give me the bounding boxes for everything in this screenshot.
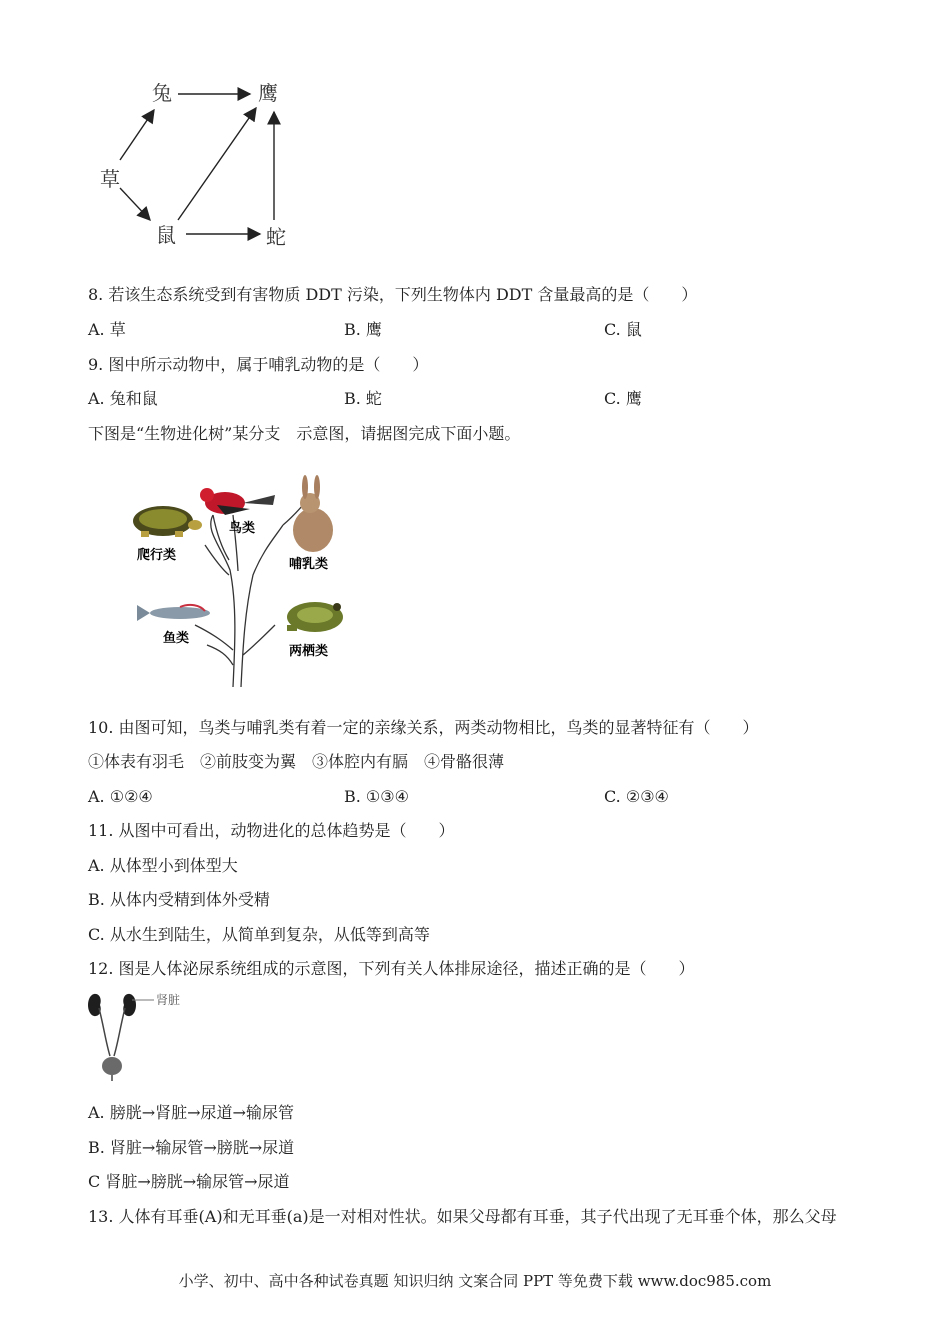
node-grass: 草 [100, 167, 120, 191]
label-mammals: 哺乳类 [289, 557, 329, 572]
arrow-grass-mouse [120, 188, 150, 220]
label-amphibians: 两栖类 [289, 644, 329, 659]
evolution-tree-diagram [125, 475, 365, 690]
branch-fish-inner [195, 625, 233, 650]
q9-stem: 9. 图中所示动物中，属于哺乳动物的是（ ） [88, 355, 429, 374]
q13-stem: 13. 人体有耳垂(A)和无耳垂(a)是一对相对性状。如果父母都有耳垂，其子代出现了无耳垂个体，那么父母 [88, 1207, 837, 1226]
node-mouse: 鼠 [156, 223, 176, 247]
q12-option-a[interactable]: A. 膀胱→肾脏→尿道→输尿管 [88, 1103, 294, 1122]
q12-option-c[interactable]: C 肾脏→膀胱→输尿管→尿道 [88, 1172, 290, 1191]
q10-option-b[interactable]: B. ①③④ [344, 787, 409, 806]
ureter-right [114, 1008, 125, 1056]
label-reptiles: 爬行类 [137, 548, 177, 563]
q9-option-c[interactable]: C. 鹰 [604, 389, 642, 408]
rabbit-illustration [293, 475, 333, 552]
kidney-left [88, 994, 101, 1016]
node-eagle: 鹰 [258, 81, 278, 105]
evolution-tree-intro: 下图是“生物进化树”某分支 示意图，请据图完成下面小题。 [88, 424, 521, 443]
fish-illustration [137, 605, 210, 621]
q9-option-b[interactable]: B. 蛇 [344, 389, 382, 408]
node-rabbit: 兔 [152, 81, 172, 105]
arrow-grass-rabbit [120, 110, 154, 160]
q10-features: ①体表有羽毛 ②前肢变为翼 ③体腔内有膈 ④骨骼很薄 [88, 752, 505, 771]
label-kidney: 肾脏 [156, 993, 181, 1007]
q11-option-b[interactable]: B. 从体内受精到体外受精 [88, 890, 270, 909]
q10-option-c[interactable]: C. ②③④ [604, 787, 669, 806]
branch-reptiles [213, 515, 229, 560]
urinary-system-diagram [84, 988, 194, 1083]
q12-option-b[interactable]: B. 肾脏→输尿管→膀胱→尿道 [88, 1138, 295, 1157]
q9-option-a[interactable]: A. 兔和鼠 [88, 389, 158, 408]
label-birds: 鸟类 [229, 521, 256, 536]
bird-illustration [200, 488, 275, 515]
q11-option-c[interactable]: C. 从水生到陆生，从简单到复杂，从低等到高等 [88, 925, 430, 944]
ureter-left [99, 1008, 110, 1056]
q8-option-b[interactable]: B. 鹰 [344, 320, 382, 339]
kidney-right [123, 994, 136, 1016]
q12-stem: 12. 图是人体泌尿系统组成的示意图，下列有关人体排尿途径，描述正确的是（ ） [88, 959, 695, 978]
q10-stem: 10. 由图可知，鸟类与哺乳类有着一定的亲缘关系，两类动物相比，鸟类的显著特征有（ ） [88, 718, 759, 737]
branch-amphibians [243, 625, 275, 655]
q11-stem: 11. 从图中可看出，动物进化的总体趋势是（ ） [88, 821, 455, 840]
q8-stem: 8. 若该生态系统受到有害物质 DDT 污染，下列生物体内 DDT 含量最高的是（ ） [88, 285, 698, 304]
label-fish: 鱼类 [163, 631, 190, 646]
q10-option-a[interactable]: A. ①②④ [88, 787, 153, 806]
node-snake: 蛇 [266, 225, 286, 249]
tree-trunk-right-edge [241, 525, 283, 687]
bladder [102, 1057, 122, 1075]
frog-illustration [287, 602, 343, 632]
q8-option-c[interactable]: C. 鼠 [604, 320, 642, 339]
q8-option-a[interactable]: A. 草 [88, 320, 126, 339]
branch-fish [207, 645, 233, 665]
turtle-illustration [133, 506, 202, 537]
arrow-mouse-eagle [178, 108, 256, 220]
q11-option-a[interactable]: A. 从体型小到体型大 [88, 856, 238, 875]
page-footer: 小学、初中、高中各种试卷真题 知识归纳 文案合同 PPT 等免费下载 www.doc985.com [178, 1272, 772, 1290]
food-web-diagram [90, 70, 310, 255]
